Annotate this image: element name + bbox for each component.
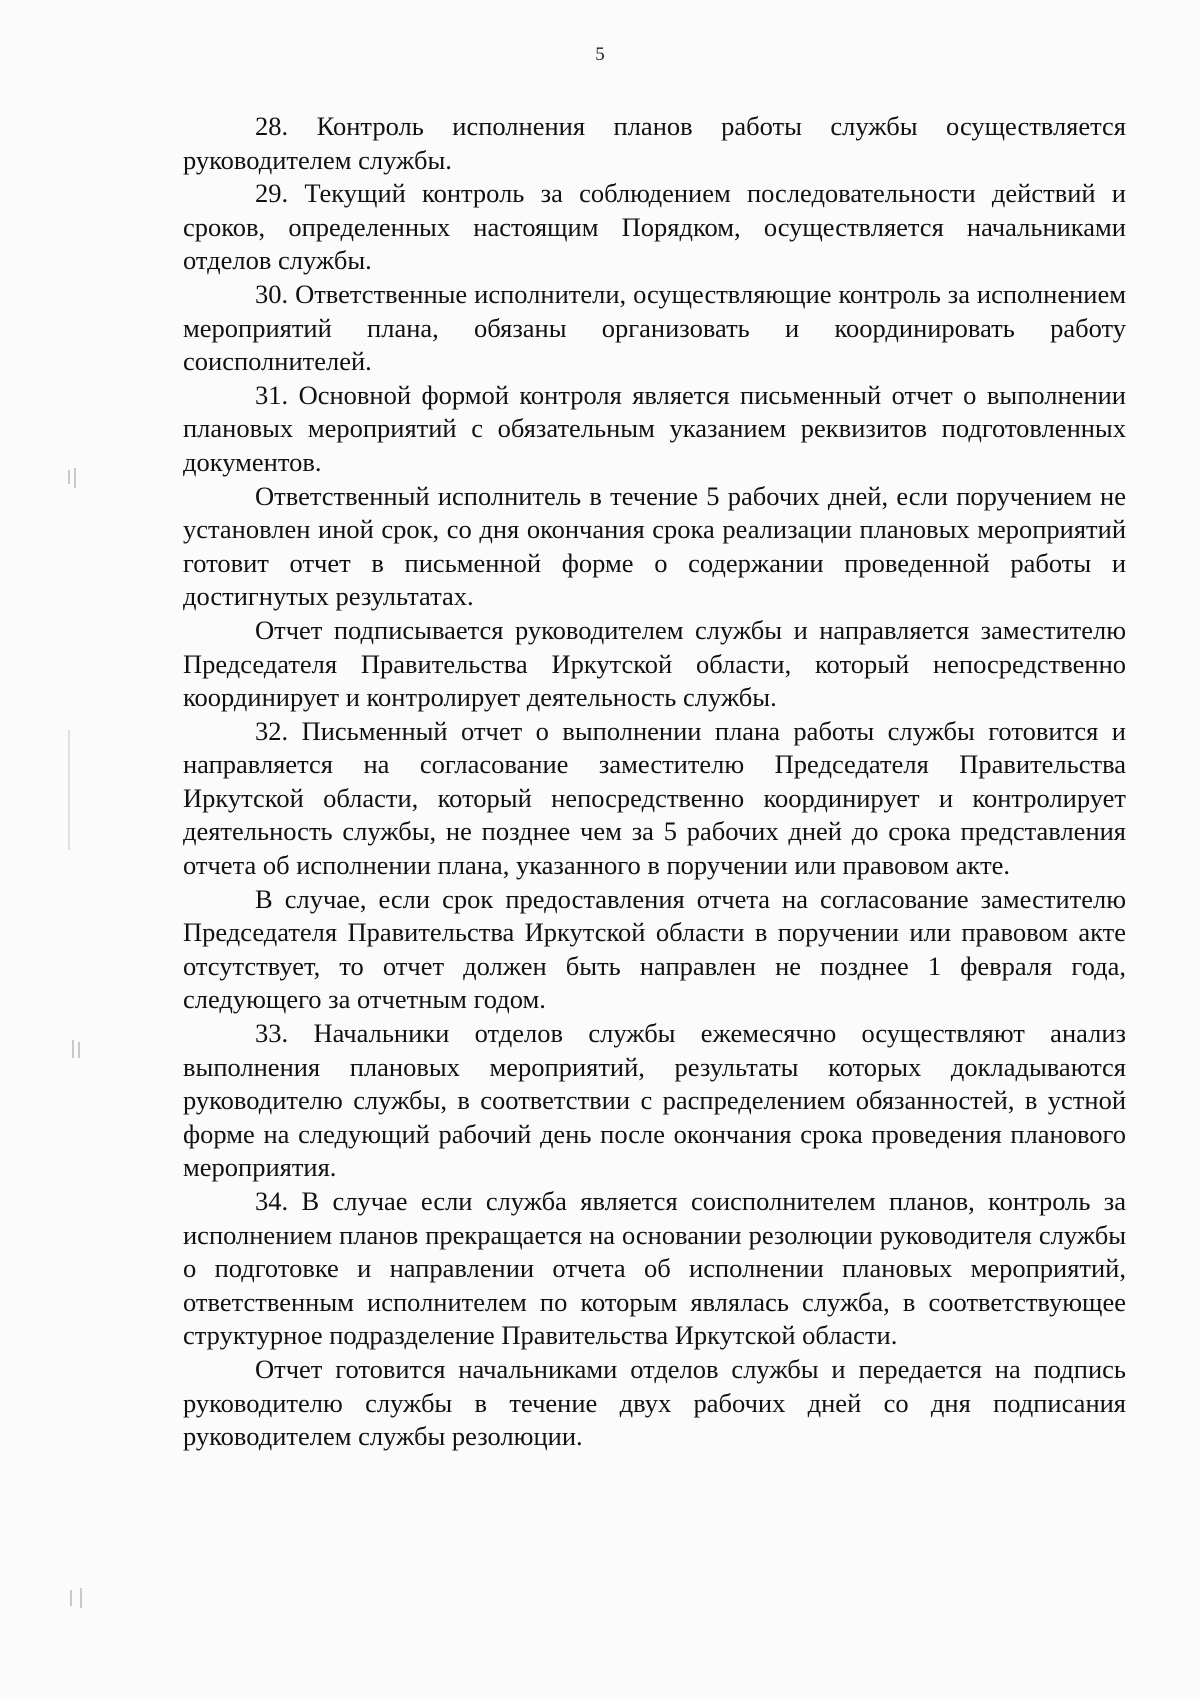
scan-mark — [78, 1042, 80, 1058]
paragraph-34: 34. В случае если служба является соисполнителем планов, контроль за исполнением планов прекращается на основании резолюции руководителя службы о подготовке и направлении отчета об исполнении плановых мероприятий, ответственным исполнителем по которым являлась служба, в соответствующее структурное подразделение Правительства Иркутской области. — [183, 1186, 1126, 1351]
scan-mark — [68, 470, 70, 484]
document-body — [183, 110, 1126, 1454]
paragraph-30: 30. Ответственные исполнители, осуществляющие контроль за исполнением мероприятий плана, обязаны организовать и координировать работу соисполнителей. — [183, 278, 1126, 377]
paragraph-32-deadline: В случае, если срок предоставления отчета на согласование заместителю Председателя Правительства Иркутской области в поручении или правовом акте отсутствует, то отчет должен быть направлен не позднее 1 февраля года, следующего за отчетным годом. — [183, 883, 1126, 1015]
paragraph-32: 32. Письменный отчет о выполнении плана работы службы готовится и направляется на согласование заместителю Председателя Правительства Иркутской области, который непосредственно координирует и контролирует деятельность службы, не позднее чем за 5 рабочих дней до срока представления отчета об исполнении плана, указанного в поручении или правовом акте. — [183, 715, 1126, 881]
paragraph-34-report-preparation: Отчет готовится начальниками отделов службы и передается на подпись руководителю службы в течение двух рабочих дней со дня подписания руководителем службы резолюции. — [183, 1353, 1126, 1452]
paragraph-33: 33. Начальники отделов службы ежемесячно осуществляют анализ выполнения плановых мероприятий, результаты которых докладываются руководителю службы, в соответствии с распределением обязанностей, в устной форме на следующий рабочий день после окончания срока проведения планового мероприятия. — [183, 1018, 1126, 1183]
scan-mark — [80, 1588, 82, 1608]
scan-mark — [74, 468, 76, 488]
scan-mark — [68, 730, 70, 850]
page-number: 5 — [595, 44, 605, 65]
paragraph-31-report-signing: Отчет подписывается руководителем службы и направляется заместителю Председателя Правительства Иркутской области, который непосредственно координирует и контролирует деятельность службы. — [183, 614, 1126, 713]
scan-mark — [70, 1590, 72, 1606]
paragraph-28: 28. Контроль исполнения планов работы службы осуществляется руководителем службы. — [183, 111, 1126, 175]
paragraph-29: 29. Текущий контроль за соблюдением последовательности действий и сроков, определенных настоящим Порядком, осуществляется начальниками отделов службы. — [183, 178, 1126, 276]
paragraph-31-responsible-executor: Ответственный исполнитель в течение 5 рабочих дней, если поручением не установлен иной срок, со дня окончания срока реализации плановых мероприятий готовит отчет в письменной форме о содержании проведенной работы и достигнутых результатах. — [183, 480, 1126, 612]
paragraph-31: 31. Основной формой контроля является письменный отчет о выполнении плановых мероприятий с обязательным указанием реквизитов подготовленных документов. — [183, 379, 1126, 477]
scan-mark — [72, 1040, 74, 1058]
